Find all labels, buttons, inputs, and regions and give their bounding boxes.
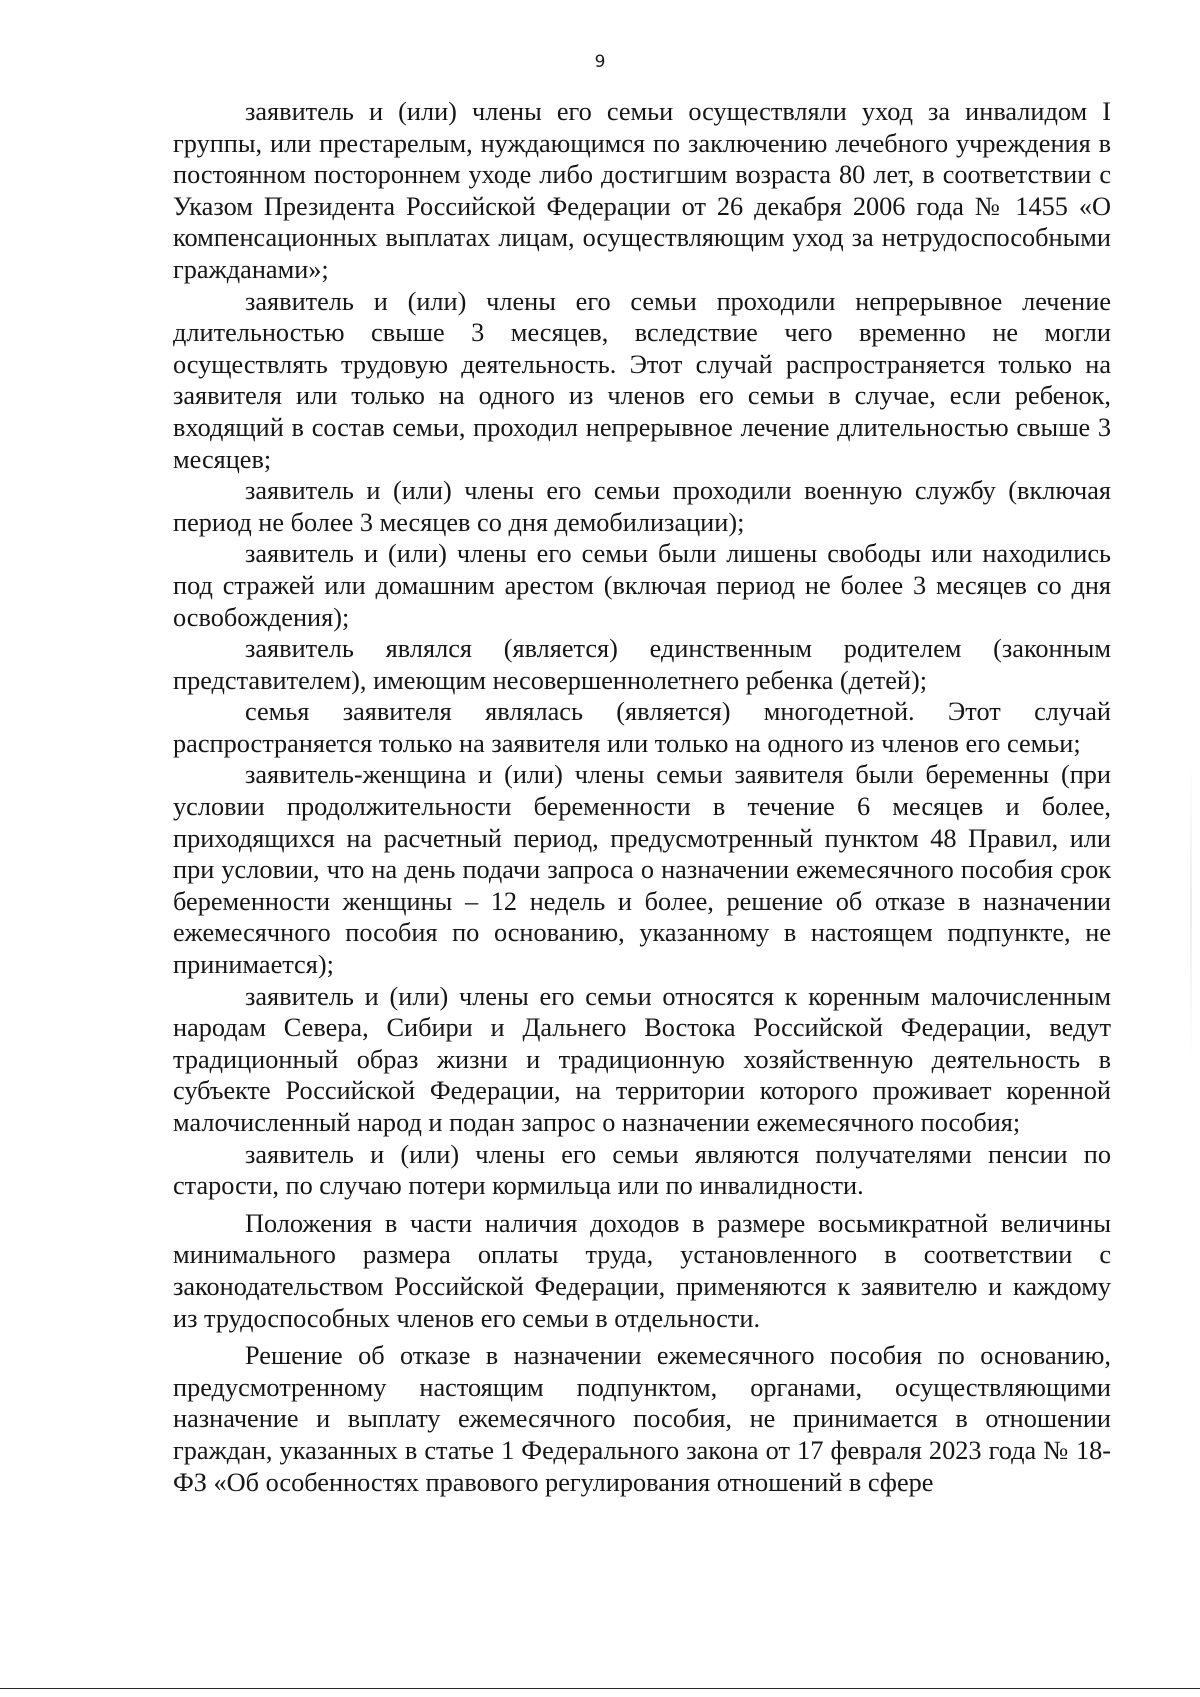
paragraph-care-for-disabled: заявитель и (или) члены его семьи осуществляли уход за инвалидом I группы, или престарелым, нуждающимся по заключению лечебного учреждения в постоянном постороннем уходе либо достигшим возраста 80 лет, в соответствии с Указом Президента Российской Федерации от 26 декабря 2006 года № 1455 «О компенсационных выплатах лицам, осуществляющим уход за нетрудоспособными гражданами»; bbox=[173, 97, 1111, 284]
page-number: 9 bbox=[594, 52, 606, 72]
paragraph-large-family: семья заявителя являлась (является) многодетной. Этот случай распространяется только на заявителя или только на одного из членов его семьи; bbox=[173, 697, 1111, 758]
paragraph-continuous-treatment: заявитель и (или) члены его семьи проходили непрерывное лечение длительностью свыше 3 месяцев, вследствие чего временно не могли осуществлять трудовую деятельность. Этот случай распространяется только на заявителя или только на одного из членов его семьи в случае, если ребенок, входящий в состав семьи, проходил непрерывное лечение длительностью свыше 3 месяцев; bbox=[173, 286, 1111, 474]
paragraph-deprivation-of-liberty: заявитель и (или) члены его семьи были лишены свободы или находились под стражей или домашним арестом (включая период не более 3 месяцев со дня освобождения); bbox=[173, 539, 1111, 632]
paragraph-single-parent: заявитель являлся (является) единственным родителем (законным представителем), имеющим несовершеннолетнего ребенка (детей); bbox=[173, 634, 1111, 695]
page-bottom-edge bbox=[0, 1688, 1200, 1689]
paragraph-indigenous-peoples: заявитель и (или) члены его семьи относятся к коренным малочисленным народам Севера, Сибири и Дальнего Востока Российской Федерации, ведут традиционный образ жизни и традиционную хозяйственную деятельность в субъекте Российской Федерации, на территории которого проживает коренной малочисленный народ и подан запрос о назначении ежемесячного пособия; bbox=[173, 981, 1111, 1137]
paragraph-pregnancy: заявитель-женщина и (или) члены семьи заявителя были беременны (при условии продолжительности беременности в течение 6 месяцев и более, приходящихся на расчетный период, предусмотренный пунктом 48 Правил, или при условии, что на день подачи запроса о назначении ежемесячного пособия срок беременности женщины – 12 недель и более, решение об отказе в назначении ежемесячного пособия по основанию, указанному в настоящем подпункте, не принимается); bbox=[173, 760, 1111, 980]
scan-artifact bbox=[1190, 760, 1192, 1060]
document-body bbox=[173, 96, 1111, 1498]
paragraph-refusal-decision: Решение об отказе в назначении ежемесячного пособия по основанию, предусмотренному настоящим подпунктом, органами, осуществляющими назначение и выплату ежемесячного пособия, не принимается в отношении граждан, указанных в статье 1 Федерального закона от 17 февраля 2023 года № 18-ФЗ «Об особенностях правового регулирования отношений в сфере bbox=[173, 1341, 1111, 1497]
paragraph-pension-recipients: заявитель и (или) члены его семьи являются получателями пенсии по старости, по случаю потери кормильца или по инвалидности. bbox=[173, 1139, 1111, 1201]
paragraph-military-service: заявитель и (или) члены его семьи проходили военную службу (включая период не более 3 месяцев со дня демобилизации); bbox=[173, 476, 1111, 537]
paragraph-income-provisions: Положения в части наличия доходов в размере восьмикратной величины минимального размера оплаты труда, установленного в соответствии с законодательством Российской Федерации, применяются к заявителю и каждому из трудоспособных членов его семьи в отдельности. bbox=[173, 1208, 1111, 1333]
